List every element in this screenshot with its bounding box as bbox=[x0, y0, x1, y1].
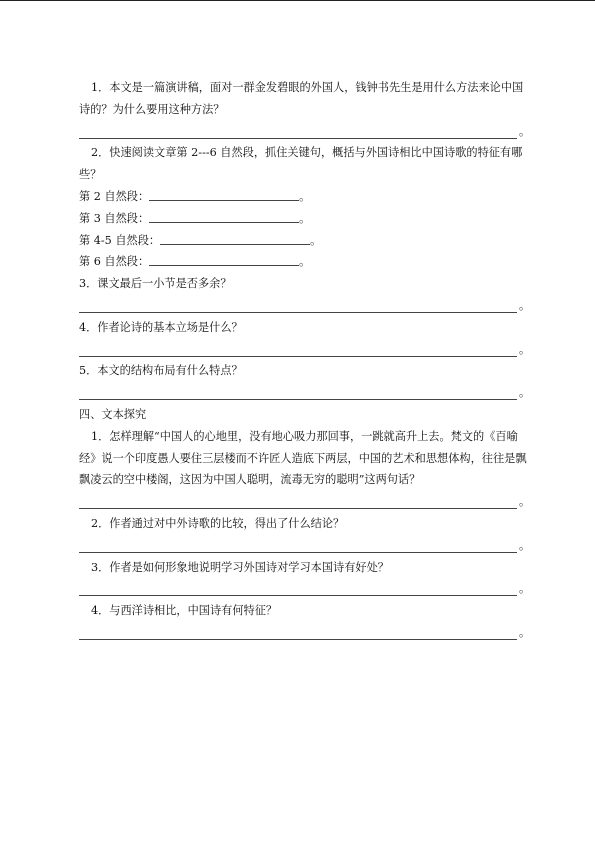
q4-answer-line[interactable]: 。 bbox=[79, 339, 535, 361]
q2-item-blank[interactable] bbox=[160, 232, 310, 245]
s4-q4-text: 4．与西洋诗相比，中国诗有何特征？ bbox=[91, 604, 278, 618]
top-rule bbox=[0, 0, 595, 2]
s4-q1-line2: 经》说一个印度愚人要住三层楼而不许匠人造底下两层，中国的艺术和思想体构，往往是飘 bbox=[79, 451, 527, 465]
q2-item-label: 第 6 自然段： bbox=[79, 255, 150, 269]
q2-item-blank[interactable] bbox=[149, 188, 299, 201]
s4-q2-answer-line[interactable]: 。 bbox=[79, 535, 535, 557]
q2-item-label: 第 2 自然段： bbox=[79, 189, 150, 203]
q4-text: 4．作者论诗的基本立场是什么？ bbox=[79, 320, 243, 334]
q2-item-label: 第 3 自然段： bbox=[79, 211, 150, 225]
s4-q3-answer-line[interactable]: 。 bbox=[79, 578, 535, 600]
section4-heading: 四、文本探究 bbox=[79, 407, 147, 421]
s4-q4-answer-line[interactable]: 。 bbox=[79, 622, 535, 644]
q3-answer-line[interactable]: 。 bbox=[79, 295, 535, 317]
q2-item-3: 第 4-5 自然段： 。 bbox=[79, 233, 322, 247]
q2-item-4: 第 6 自然段： 。 bbox=[79, 255, 311, 269]
q5-text: 5．本文的结构布局有什么特点？ bbox=[79, 364, 243, 378]
q2-item-2: 第 3 自然段： 。 bbox=[79, 211, 311, 225]
q2-item-blank[interactable] bbox=[149, 210, 299, 223]
s4-q2-text: 2．作者通过对中外诗歌的比较，得出了什么结论？ bbox=[91, 516, 345, 530]
q1-line2: 诗的？为什么要用这种方法？ bbox=[79, 102, 225, 116]
s4-q1-line3: 飘凌云的空中楼阁，这因为中国人聪明，流毒无穷的聪明”这两句话？ bbox=[79, 473, 421, 487]
q3-text: 3．课文最后一小节是否多余？ bbox=[79, 277, 232, 291]
worksheet-body bbox=[79, 77, 535, 644]
q1-line1: 1．本文是一篇演讲稿，面对一群金发碧眼的外国人，钱钟书先生是用什么方法来论中国 bbox=[91, 81, 524, 94]
q5-answer-line[interactable]: 。 bbox=[79, 382, 535, 404]
s4-q1-answer-line[interactable]: 。 bbox=[79, 491, 535, 513]
q2-item-label: 第 4-5 自然段： bbox=[79, 233, 161, 247]
q2-line2: 些？ bbox=[79, 168, 102, 182]
q1-answer-line[interactable]: 。 bbox=[79, 121, 535, 143]
s4-q3-text: 3．作者是如何形象地说明学习外国诗对学习本国诗有好处？ bbox=[91, 560, 389, 574]
q2-line1: 2．快速阅读文章第 2---6 自然段，抓住关键句，概括与外国诗相比中国诗歌的特征有哪 bbox=[91, 146, 523, 160]
q2-item-1: 第 2 自然段： 。 bbox=[79, 189, 311, 203]
q2-item-blank[interactable] bbox=[149, 253, 299, 266]
s4-q1-line1: 1．怎样理解“中国人的心地里，没有地心吸力那回事，一跳就高升上去。梵文的《百喻 bbox=[91, 429, 518, 443]
